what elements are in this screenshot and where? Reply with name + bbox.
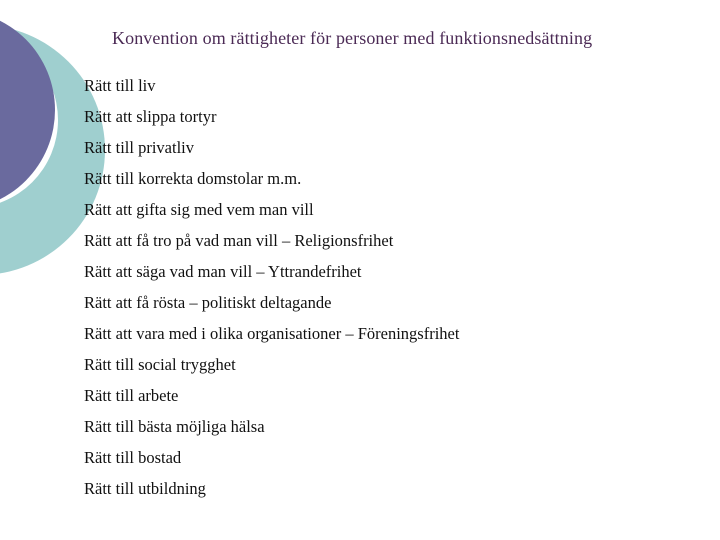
list-item: Rätt att få rösta – politiskt deltagande (84, 293, 332, 312)
slide-title: Konvention om rättigheter för personer med funktionsnedsättning (112, 28, 593, 48)
list-item: Rätt till bostad (84, 448, 182, 467)
list-item: Rätt att gifta sig med vem man vill (84, 200, 314, 219)
list-item: Rätt till utbildning (84, 479, 206, 498)
list-item: Rätt till bästa möjliga hälsa (84, 417, 265, 436)
list-item: Rätt att vara med i olika organisationer – Föreningsfrihet (84, 324, 460, 343)
list-item: Rätt till liv (84, 76, 156, 95)
list-item: Rätt till arbete (84, 386, 179, 405)
list-item: Rätt att säga vad man vill – Yttrandefrihet (84, 262, 362, 281)
list-item: Rätt att få tro på vad man vill – Religionsfrihet (84, 231, 394, 250)
list-item: Rätt till social trygghet (84, 355, 236, 374)
list-item: Rätt att slippa tortyr (84, 107, 217, 126)
list-item: Rätt till korrekta domstolar m.m. (84, 169, 302, 188)
rights-list (84, 74, 459, 508)
list-item: Rätt till privatliv (84, 138, 194, 157)
